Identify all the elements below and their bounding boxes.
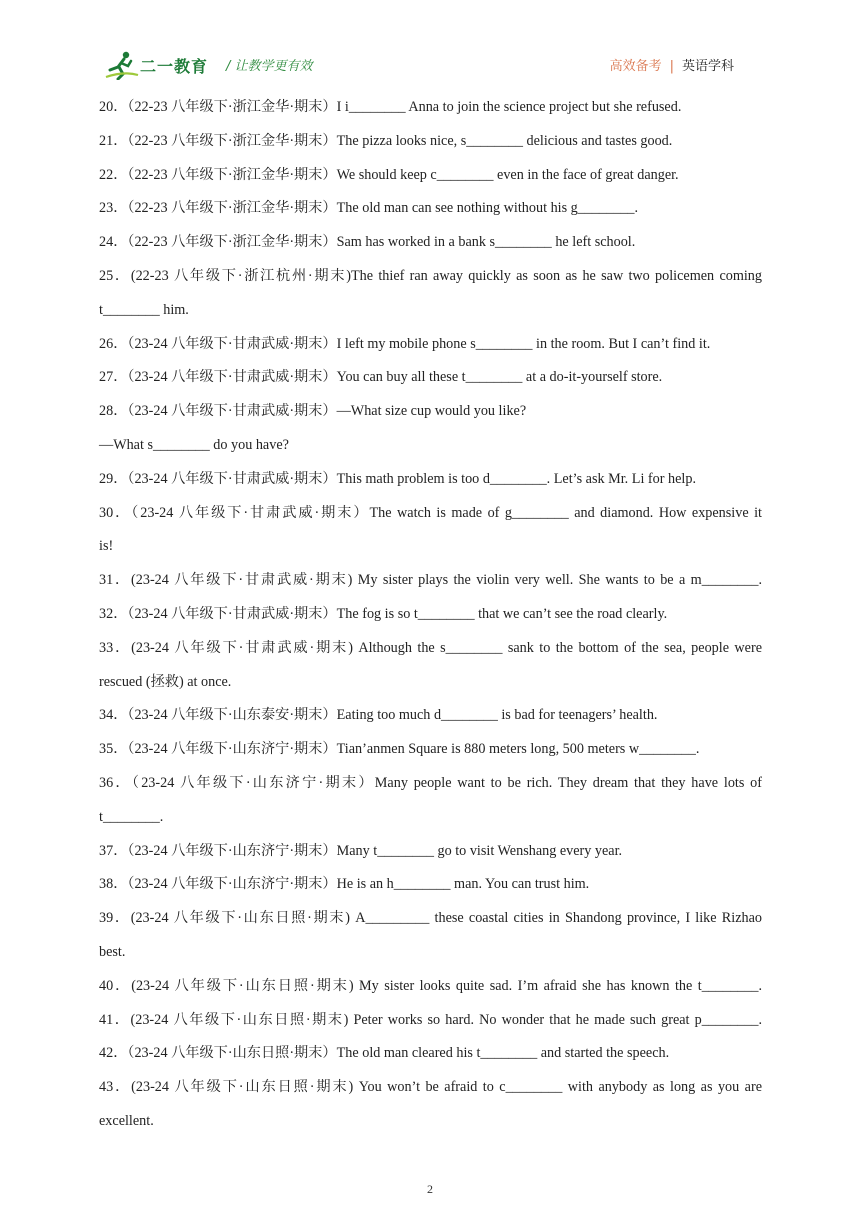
question-line: 22．（22-23 八年级下·浙江金华·期末）We should keep c________ even in the face of great danger. xyxy=(99,166,679,183)
question-line: 31．(23-24 八年级下·甘肃武威·期末) My sister plays the violin very well. She wants to be a m________. xyxy=(99,572,762,589)
question-line: 23．（22-23 八年级下·浙江金华·期末）The old man can see nothing without his g________. xyxy=(99,200,639,217)
question-line: best. xyxy=(99,943,126,960)
question-line: 41．(23-24 八年级下·山东日照·期末) Peter works so hard. No wonder that he made such great p________. xyxy=(99,1011,762,1028)
question-line: 36．（23-24 八年级下·山东济宁·期末）Many people want to be rich. They dream that they have lots of xyxy=(99,774,762,791)
question-line: 42．（23-24 八年级下·山东日照·期末）The old man cleared his t________ and started the speech. xyxy=(99,1045,670,1062)
header-right xyxy=(610,55,734,74)
page-header xyxy=(0,0,860,86)
question-line: 28．（23-24 八年级下·甘肃武威·期末）—What size cup would you like? xyxy=(99,403,527,420)
logo-text: 二一教育 xyxy=(140,57,209,76)
question-line: 21．（22-23 八年级下·浙江金华·期末）The pizza looks nice, s________ delicious and tastes good. xyxy=(99,132,673,149)
question-line: 40．(23-24 八年级下·山东日照·期末) My sister looks quite sad. I’m afraid she has known the t________. xyxy=(99,977,762,994)
question-line: 34．（23-24 八年级下·山东泰安·期末）Eating too much d________ is bad for teenagers’ health. xyxy=(99,707,658,724)
question-line: 29．（23-24 八年级下·甘肃武威·期末）This math problem is too d________. Let’s ask Mr. Li for help. xyxy=(99,470,696,487)
header-subject: 英语学科 xyxy=(681,59,734,74)
question-list xyxy=(99,94,762,1142)
question-line: —What s________ do you have? xyxy=(99,436,289,453)
question-line: 30．（23-24 八年级下·甘肃武威·期末）The watch is made of g________ and diamond. How expensive it xyxy=(99,504,762,521)
question-line: rescued (拯救) at once. xyxy=(99,673,232,690)
question-line: 32．（23-24 八年级下·甘肃武威·期末）The fog is so t________ that we can’t see the road clearly. xyxy=(99,605,668,622)
header-efficient-prep: 高效备考 xyxy=(609,59,662,74)
question-line: is! xyxy=(99,538,114,555)
question-line: 38．（23-24 八年级下·山东济宁·期末）He is an h________ man. You can trust him. xyxy=(99,876,590,893)
question-line: 43．(23-24 八年级下·山东日照·期末) You won’t be afraid to c________ with anybody as long as you are xyxy=(99,1079,762,1096)
question-line: 33．(23-24 八年级下·甘肃武威·期末) Although the s________ sank to the bottom of the sea, people were xyxy=(99,639,762,656)
question-line: t________ him. xyxy=(99,301,189,318)
question-line: 39．(23-24 八年级下·山东日照·期末) A_________ these coastal cities in Shandong province, I like Rizhao xyxy=(99,910,762,927)
question-line: 26．（23-24 八年级下·甘肃武威·期末）I left my mobile phone s________ in the room. But I can’t find it. xyxy=(99,335,711,352)
question-line: 37．（23-24 八年级下·山东济宁·期末）Many t________ go to visit Wenshang every year. xyxy=(99,842,623,859)
question-line: 20．（22-23 八年级下·浙江金华·期末）I i________ Anna to join the science project but she refused. xyxy=(99,99,682,115)
question-line: 35．（23-24 八年级下·山东济宁·期末）Tian’anmen Square is 880 meters long, 500 meters w________. xyxy=(99,741,700,758)
slogan: / 让教学更有效 xyxy=(226,59,313,74)
page-number: 2 xyxy=(427,1182,433,1196)
question-line: 24．（22-23 八年级下·浙江金华·期末）Sam has worked in a bank s________ he left school. xyxy=(99,234,636,251)
question-line: 27．（23-24 八年级下·甘肃武威·期末）You can buy all these t________ at a do-it-yourself store. xyxy=(99,369,663,386)
question-line: excellent. xyxy=(99,1112,154,1129)
question-line: t________. xyxy=(99,808,164,825)
question-line: 25．(22-23 八年级下·浙江杭州·期末)The thief ran away quickly as soon as he saw two policemen coming xyxy=(99,267,762,284)
header-separator: | xyxy=(669,59,674,74)
